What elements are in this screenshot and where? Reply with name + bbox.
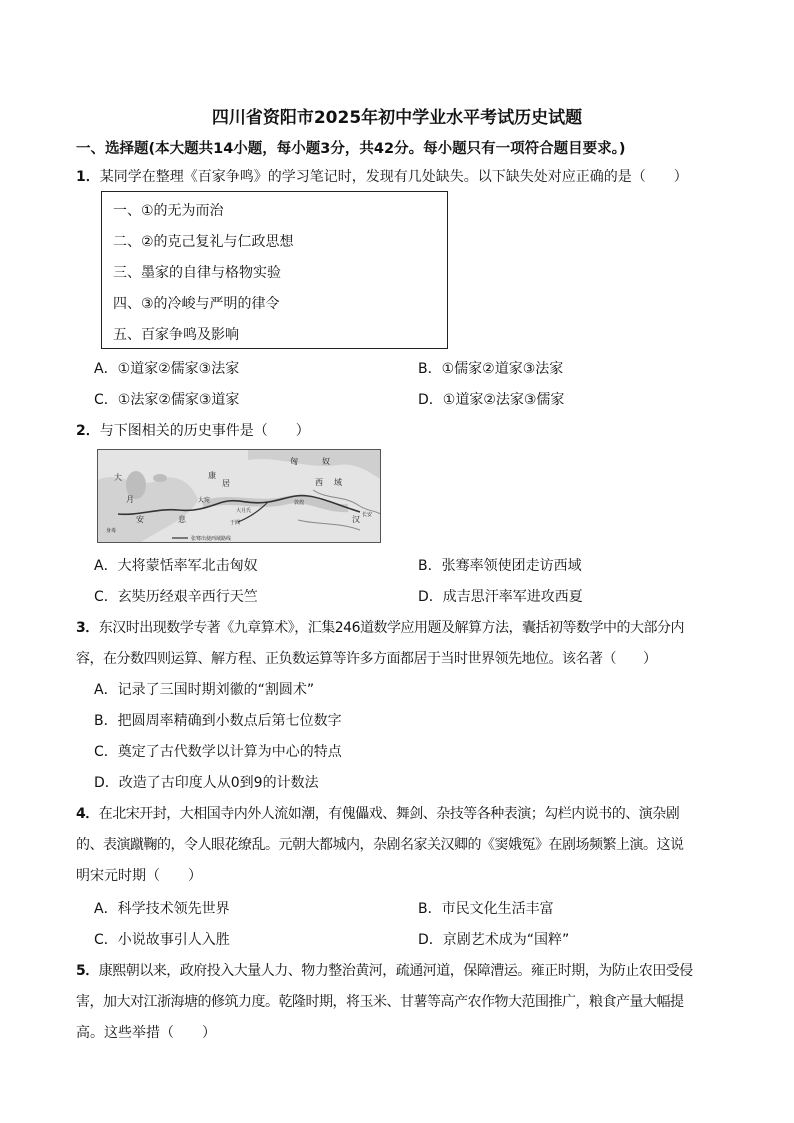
note-line: 四、③的冷峻与严明的律令 [113,296,280,312]
question-number: 3． [76,620,99,636]
question-text: 在北宋开封，大相国寺内外人流如潮，有傀儡戏、舞剑、杂技等各种表演；勾栏内说书的、演杂剧 [98,806,680,822]
question-5-stem [76,960,693,980]
map-label: 西 [315,478,323,487]
option-b[interactable]: B．①儒家②道家③法家 [418,361,564,377]
map-label: 大月氏 [236,508,252,514]
section-heading: 一、选择题(本大题共14小题，每小题3分，共42分。每小题只有一项符合题目要求。) [76,141,626,157]
option-b[interactable]: B．张骞率领使团走访西域 [418,558,582,574]
option-c[interactable]: C．小说故事引人入胜 [94,932,230,948]
silk-road-map [97,449,381,543]
option-d[interactable]: D．成吉思汗率军进攻西夏 [418,589,583,605]
question-1-stem [76,166,688,186]
map-image [98,450,381,543]
note-line: 二、②的克己复礼与仁政思想 [113,234,294,250]
map-label: 大宛 [198,497,211,504]
map-label: 敦煌 [294,500,305,506]
question-3-stem-cont: 容，在分数四则运算、解方程、正负数运算等许多方面都居于当时世界领先地位。该名著（ ） [76,651,657,667]
option-a[interactable]: A．科学技术领先世界 [94,901,230,917]
option-c[interactable]: C．①法家②儒家③道家 [94,392,240,408]
question-3-stem [76,617,684,637]
question-5-stem-cont: 害，加大对江浙海塘的修筑力度。乾隆时期，将玉米、甘薯等高产农作物大范围推广，粮食产量大幅提 [76,994,684,1010]
question-2-stem [76,420,310,440]
option-a[interactable]: A．①道家②儒家③法家 [94,361,240,377]
question-number: 1． [76,169,100,185]
question-text: 康熙朝以来，政府投入大量人力、物力整治黄河，疏通河道，保障漕运。雍正时期，为防止农田受侵 [98,963,693,979]
question-number: 4． [76,806,99,822]
question-4-stem [76,803,679,823]
map-label: 康 [208,471,216,480]
note-line: 五、百家争鸣及影响 [113,327,239,343]
map-legend: 张骞出使西域路线 [191,536,232,542]
option-c[interactable]: C．奠定了古代数学以计算为中心的特点 [94,744,342,760]
question-4-stem-cont: 明宋元时期（ ） [76,868,202,884]
option-b[interactable]: B．市民文化生活丰富 [418,901,554,917]
map-label: 匈 [290,457,298,466]
question-text: 东汉时出现数学专著《九章算术》，汇集246道数学应用题及解算方法，囊括初等数学中的大部分内 [98,620,684,636]
map-label: 汉 [352,515,360,524]
page-title: 四川省资阳市2025年初中学业水平考试历史试题 [211,108,583,128]
option-d[interactable]: D．京剧艺术成为“国粹” [418,932,570,948]
question-number: 5． [76,963,99,979]
map-label: 大 [114,473,122,482]
map-label: 于阗 [230,520,241,526]
option-d[interactable]: D．①道家②法家③儒家 [418,392,565,408]
study-notes-box [101,191,448,349]
note-line: 三、墨家的自律与格物实验 [113,265,281,281]
map-label: 息 [178,515,186,524]
option-b[interactable]: B．把圆周率精确到小数点后第七位数字 [94,713,342,729]
note-line: 一、①的无为而治 [113,203,224,219]
map-label: 长安 [362,512,373,518]
question-text: 某同学在整理《百家争鸣》的学习笔记时，发现有几处缺失。以下缺失处对应正确的是（ ） [99,169,688,185]
option-a[interactable]: A．大将蒙恬率军北击匈奴 [94,558,258,574]
map-label: 居 [222,479,230,488]
map-label: 奴 [322,457,330,466]
option-a[interactable]: A．记录了三国时期刘徽的“割圆术” [94,682,315,698]
map-label: 月 [126,495,134,504]
question-4-stem-cont: 的、表演蹴鞠的，令人眼花缭乱。元朝大都城内，杂剧名家关汉卿的《窦娥冤》在剧场频繁上演。这说 [76,837,684,853]
question-5-stem-cont: 高。这些举措（ ） [76,1025,216,1041]
map-label: 域 [334,478,342,487]
map-label: 身毒 [106,528,117,534]
option-c[interactable]: C．玄奘历经艰辛西行天竺 [94,589,258,605]
map-label: 安 [136,515,144,524]
question-text: 与下图相关的历史事件是（ ） [99,423,310,439]
question-number: 2． [76,423,100,439]
option-d[interactable]: D．改造了古印度人从0到9的计数法 [94,775,319,791]
